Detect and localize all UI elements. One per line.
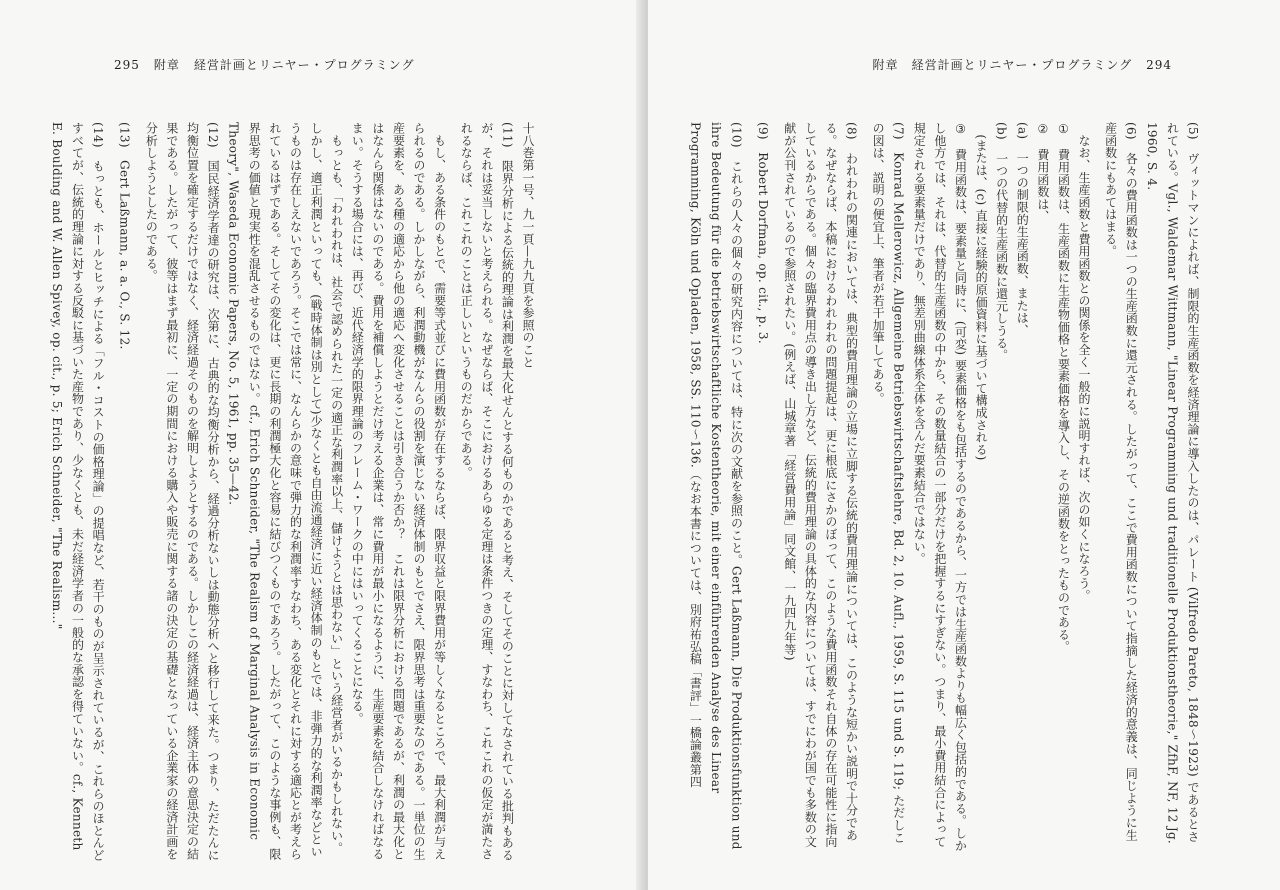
footnote-mark: (9) (756, 122, 771, 140)
footnote-text: ヴィットマンによれば、制限的生産函数を経済理論に導入したのは、パレート (Vilfredo Pareto, 1848～1923) であるとされている。Vgl., Waldemar Wittmann, "Linear Programming und traditionelle Produktionstheorie," ZfhF, NF, 12 Jg. 1960, S. 4. (1144, 122, 1200, 845)
footnote (1073, 122, 1094, 852)
footnote-text: もっとも、ホールとヒッチによる「フル・コストの価格理論」の提唱など、若干のものが呈示されているが、これらのほとんどすべてが、伝統的理論に対する反駁に基づいた産物であり、少なくとも、未だ経済学者の一般的な承認を得ていない。cf., Kenneth E. Boulding and W. Allen Spivey, op. cit., p. 5; Erich Schneider, "The Realism..." (49, 122, 106, 862)
footnote-text: 十八巻第一号、九一頁—九九頁を参照のこと (521, 122, 535, 368)
footnote-text: 各々の費用函数は一つの生産函数に還元される。したがって、ここで費用函数について指摘した経済的意義は、同じように生産函数にもあてはまる。 (1103, 122, 1139, 842)
footnote-mark: (a) (1015, 122, 1030, 140)
footnote-text: Gert Laßmann, a. a. O., S. 12. (117, 160, 132, 350)
footnote-mark: (14) (91, 122, 106, 148)
footnote (347, 122, 450, 862)
right-page-header (873, 56, 1186, 73)
right-page-body (688, 122, 1203, 852)
footnote (517, 122, 538, 862)
footnote-text: なお、生産函数と費用函数との関係を全く一般的に説明すれば、次の如くになろう。 (1077, 134, 1092, 602)
footnote-mark: (11) (500, 122, 515, 148)
footnote (1032, 122, 1053, 852)
footnote-mark: (7) (891, 122, 906, 140)
footnote (1100, 122, 1141, 852)
footnote-mark: (b) (994, 122, 1009, 140)
right-page-number: 294 (1146, 58, 1172, 72)
footnote-mark: (5) (1186, 122, 1200, 140)
footnote-mark: (12) (206, 122, 221, 148)
left-page-number: 295 (114, 58, 140, 72)
footnote (46, 122, 108, 862)
footnote (779, 122, 861, 852)
footnote (223, 122, 347, 862)
footnote (1012, 122, 1033, 852)
footnote-mark: (8) (844, 122, 859, 140)
footnote-text: 国民経済学者達の研究は、次第に、古典的な均衡分析から、経過分析ないしは動態分析へと移行して来た。つまり、ただたんに均衡位置を確定するだけではなく、経済経過そのものを解明しようとするのである。しかしこの経済経過は、経済主体の意思決定の結果である。したがって、彼等はまず最初に、一定の期間における購入や販売に関する諸の決定の基礎となっている企業家の経済計画を分析しようとしたのである。 (144, 122, 221, 862)
footnote (970, 122, 991, 852)
footnote (991, 122, 1012, 852)
footnote (141, 122, 223, 862)
left-running-title: 経営計画とリニヤー・プログラミング (193, 58, 415, 72)
footnote-mark: ① (1056, 122, 1071, 137)
footnote-text: 費用函数は、 (1035, 148, 1050, 223)
footnote-mark: (10) (729, 122, 744, 148)
footnote-text: 費用函数は、生産函数に生産物価格と要素価格を導入し、その逆函数をとったものである。 (1056, 148, 1071, 653)
left-page-header (114, 56, 414, 73)
footnote (114, 122, 135, 862)
right-page (648, 0, 1280, 890)
footnote (753, 122, 774, 852)
footnote (868, 122, 909, 852)
footnote-mark: ② (1035, 122, 1050, 137)
footnote-text: (または、(c) 直接に経験的原価資料に基づいて構成される) (974, 134, 989, 461)
footnote-text: われわれの関連においては、典型的費用理論の立場に立脚する伝統的費用理論については、このような短かい説明で十分である。なぜならば、本稿におけるわれわれの問題提起は、更に根底にさかのぼって、このような費用函数それ自体の存在可能性に指向しているからである。個々の臨界費用点の導き出し方など、伝統的費用理論の具体的な内容については、すでにわが国でも多数の文献が公刊されているので参照されたい。(例えば、山城章著「経営費用論」同文館、一九四九年等) (782, 122, 859, 848)
footnote-text: Robert Dorfman, op. cit., p. 3. (756, 152, 771, 344)
footnote (456, 122, 518, 862)
footnote-text: これらの人々の個々の研究内容については、特に次の文献を参照のこと。Gert Laßmann, Die Produktionsfunktion und ihre Bedeutung für die betriebswirtschaftliche Kostentheorie, mit einer einführenden Analyse des Linear Programming, Köln und Opladen, 1958, SS. 110～136.（なお本書については、別府祐弘稿「書評」一橋論叢第四 (688, 122, 744, 850)
footnote-text: 一つの制限的生産函数、または、 (1015, 151, 1030, 337)
footnote (909, 122, 971, 852)
footnote-mark: (6) (1124, 122, 1139, 140)
footnote-text: 限界分析による伝統的理論は利潤を最大化せんとする何ものかであると考え、そしてそのことに対してなされている批判もあるが、それは妥当しないと考えられる。なぜならば、そこにおけるあらゆる定理は条件つきの定理、すなわち、これこれの仮定が満たされるならば、これこれのことは正しいというものだからである。 (459, 122, 515, 862)
right-chapter-label: 附章 (872, 58, 899, 72)
footnote-text: 一つの代替的生産函数に還元しうる。 (994, 152, 1009, 362)
footnote-text: もし、ある条件のもとで、需要等式並びに費用函数が存在するならば、限界収益と限界費用が等しくなるところで、最大利潤が与えられるのである。しかしながら、利潤動機がなんらの役割を演じない経済体制のもとでさえ、限界思考は重要なのである。一単位の生産要素を、ある種の適応から他の適応へ変化させることは引き合うか否か？ これは限界分析における問題であるが、利潤の最大化とはなんら関係はないのである。費用を補償しようとだけ考える企業は、常に費用が最小になるように、生産要素を結合しなければなるまい。そうする場合には、再び、近代経済学的限界理論のフレーム・ワークの中にはいってくることになる。 (350, 122, 447, 861)
footnote-mark: (13) (117, 122, 132, 148)
right-running-title: 経営計画とリニヤー・プログラミング (911, 58, 1133, 72)
footnote-text: 費用函数は、要素量と同時に、(可変) 要素価格をも包括するのであるから、一方では生産函数よりも幅広く包括的である。しかし他方では、それは、代替的生産函数の中から、その数量結合の一部分だけを把握するにすぎない。つまり、最小費用結合によって規定される要素量だけであり、無差別曲線体系全体を含んだ要素結合ではない。 (912, 122, 968, 852)
left-chapter-label: 附章 (153, 58, 180, 72)
footnote (1053, 122, 1074, 852)
footnote-text: Konrad Mellerowicz, Allgemeine Betriebswirtschaftslehre, Bd. 2, 10. Aufl., 1959, S. 115 und S. 119; ただしこの図は、説明の便宜上、筆者が若干加筆してある。 (871, 122, 906, 844)
footnote (1141, 122, 1203, 852)
footnote-text: もっとも、「われわれは、社会で認められた一定の適正な利潤率以上、儲けようとは思わない」という経営者がいるかもしれない。しかし、適正利潤といっても、(戦時体制は別として)少なくとも自由流通経済に近い経済体制のもとでは、非弾力的な利潤率などというものは存在しえないであろう。そこでは常に、なんらかの意味で弾力的な利潤率すなわち、ある変化とそれに対する適応とが考えられているはずである。そしてその変化は、更に長期の利潤極大化と容易に結びつくものであろう。したがって、このような事例も、限界思考の価値と現実性を混乱させるものではない。cf., Erich Schneider, "The Realism of Marginal Analysis in Economic Theory", Waseda Economic Papers, No. 5, 1961, pp. 35—42. (226, 122, 344, 860)
left-page-body (49, 122, 538, 862)
footnote (685, 122, 747, 852)
footnote-mark: ③ (953, 122, 968, 137)
